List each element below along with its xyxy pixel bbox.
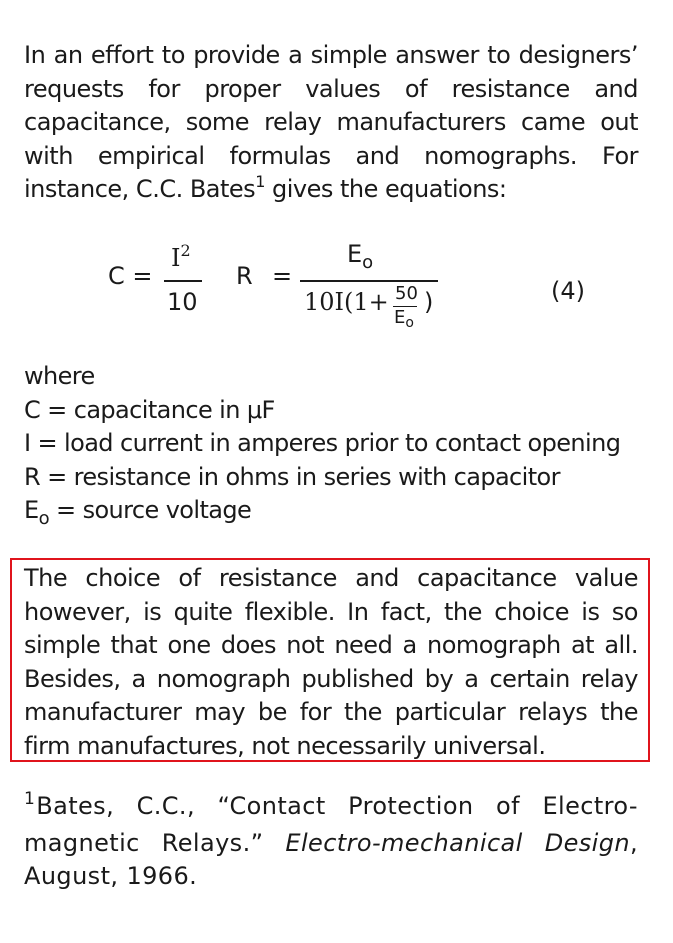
definition-eo xyxy=(24,494,654,530)
r-denominator-suffix: ) xyxy=(424,288,434,316)
r-numerator-subscript: o xyxy=(362,252,374,273)
intro-tail: gives the equations: xyxy=(264,175,507,203)
footnote xyxy=(24,790,638,894)
footnote-mark: 1 xyxy=(24,789,36,809)
inner-denominator-subscript: o xyxy=(405,315,414,331)
definition-r: R = resistance in ohms in series with capacitor xyxy=(24,462,560,491)
eo-definition-text: = source voltage xyxy=(49,496,252,524)
equation-4 xyxy=(0,240,673,340)
inner-fraction-denominator xyxy=(394,307,414,331)
c-numerator-base: I xyxy=(171,244,181,272)
footnote-text: Bates, C.C., “Contact Protection of Electro-magnetic Relays.” xyxy=(24,792,638,857)
definitions-list xyxy=(24,360,654,530)
footnote-publication: Electro-mechanical Design xyxy=(285,828,630,857)
r-numerator-base: E xyxy=(347,240,363,268)
definitions-heading: where xyxy=(24,362,95,390)
c-numerator xyxy=(171,241,191,272)
r-fraction-bar xyxy=(300,280,438,282)
footnote-reference: 1 xyxy=(255,172,265,191)
c-denominator: 10 xyxy=(167,288,198,316)
intro-text: In an effort to provide a simple answer to designers’ requests for proper values of resistance and capacitance, some relay manufacturers came out with empirical formulas and nomographs. For instance, C.C. Bates xyxy=(24,41,638,203)
highlighted-paragraph: The choice of resistance and capacitance value however, is quite flexible. In fact, the choice is so simple that one does not need a nomograph at all. Besides, a nomograph published by a certain relay manufacturer may be for the particular relays the firm manufactures, not necessarily universal. xyxy=(24,564,638,760)
definition-i: I = load current in amperes prior to contact opening xyxy=(24,429,621,457)
inner-fraction-numerator: 50 xyxy=(395,283,418,304)
footnote-date: , August, 1966. xyxy=(24,828,638,890)
c-numerator-exponent: 2 xyxy=(180,241,191,260)
r-symbol: R xyxy=(236,262,253,290)
equation-number: (4) xyxy=(551,277,585,305)
eo-subscript: o xyxy=(38,508,49,529)
eo-base: E xyxy=(24,496,39,524)
r-numerator xyxy=(347,240,374,273)
c-symbol: C = xyxy=(108,262,153,290)
intro-paragraph xyxy=(24,39,638,209)
definition-c: C = capacitance in μF xyxy=(24,395,275,424)
c-fraction-bar xyxy=(164,280,202,282)
r-denominator-prefix: 10I(1+ xyxy=(304,288,389,316)
r-equals: = xyxy=(272,262,293,290)
inner-denominator-base: E xyxy=(394,307,406,328)
